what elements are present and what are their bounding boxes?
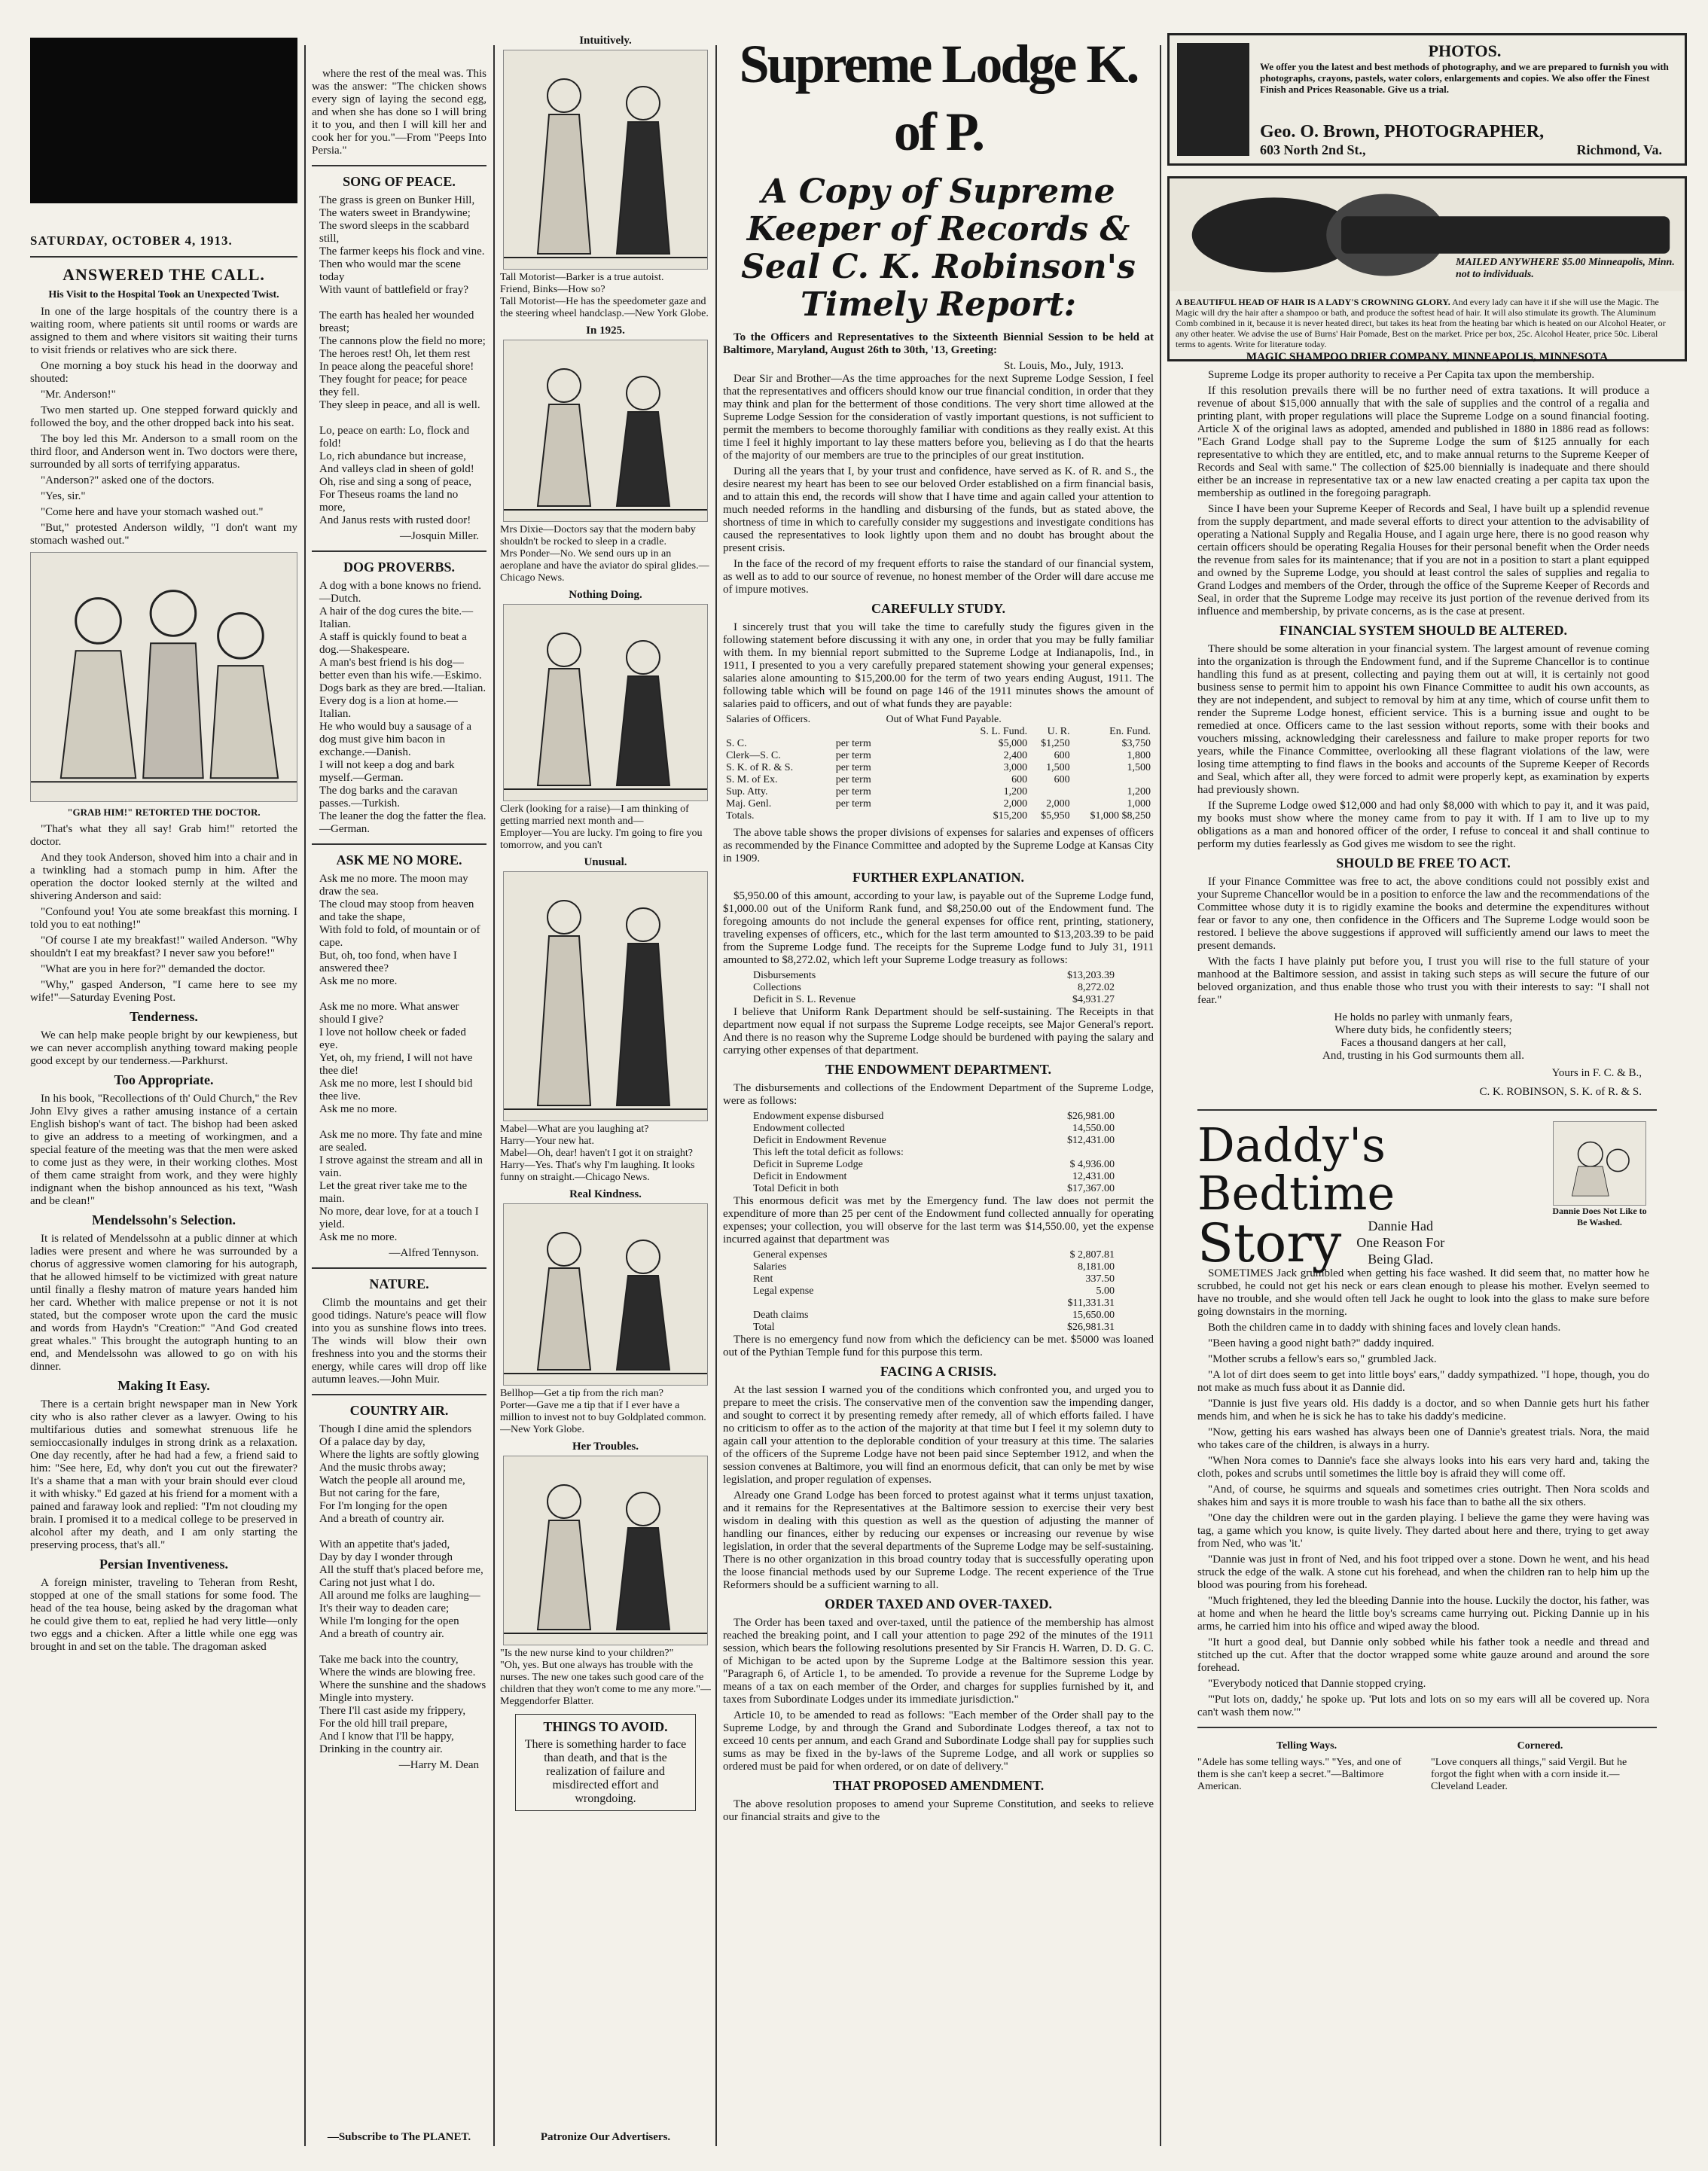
statement-line bbox=[753, 1273, 1115, 1285]
section-text: It is related of Mendelssohn at a public dinner at which ladies were present and where he was surrounded by a chorus of aggressive women clamoring for his autograph, that he allowed himself to be victimized with great nature until finally a fleshy matron of mature years handed him her card. Whether with malice prepense or not it is not stated, but the composer wrote upon the card the music and words from Haydn's "Creation:" "And God created great whales." This brought the autograph hunting to an end, and Mendelssohn was allowed to go on with his dinner. bbox=[30, 1233, 297, 1373]
snippet-text: "Adele has some telling ways." "Yes, and one of them is she can't keep a secret."—Baltimore American. bbox=[1197, 1757, 1401, 1792]
cartoon-title: Real Kindness. bbox=[569, 1188, 642, 1200]
section-text: where the rest of the meal was. This was the answer: "The chicken shows every sign of laying the second egg, and when she has done so I will bring it to you, and then I will kill her and cook her for you."—From "Peeps Into Persia." bbox=[312, 68, 486, 157]
paragraph: "It hurt a good deal, but Dannie only sobbed while his father took a needle and thread and stitched up the cut. After that the doctor wrapped some white gauze around and around the sore forehead. bbox=[1197, 1636, 1649, 1674]
paragraph: One morning a boy stuck his head in the doorway and shouted: bbox=[30, 360, 297, 385]
ad-address: 603 North 2nd St., bbox=[1260, 142, 1366, 157]
ad-body: And every lady can have it if she will use the Magic. The Magic will dry the hair after a shampoo or bath, and produce the softest head of hair. It will also stimulate its growth. The Aluminum Comb combined in it, because it is never heated direct, but takes its heat from the heating bar which is heated on our Alcohol Heater, or any other heater. We advise the use of Burns' Hair Pomade, Best on the market. Price per box, 25c. Alcohol Heater, price 50c. Liberal terms to agents. Write for literature today. bbox=[1176, 297, 1666, 349]
picture-caption: Dannie Does Not Like to Be Washed. bbox=[1552, 1206, 1647, 1227]
column-rule bbox=[715, 45, 717, 2146]
proverbs-text: A dog with a bone knows no friend.—Dutch. A hair of the dog cures the bite.—Italian. A staff is quickly found to beat a dog.—Shakespeare. A man's best friend is his dog—better even than his wife.—Eskimo. Dogs bark as they are bred.—Italian. Every dog is a lion at home.—Italian. He who would buy a sausage of a dog must give him bacon in exchange.—Danish. I will not keep a dog and bark myself.—German. The dog barks and the caravan passes.—Turkish. The leaner the dog the fatter the flea.—German. bbox=[319, 580, 486, 835]
story-title-2: Story bbox=[1197, 1212, 1342, 1274]
poem-author: —Josquin Miller. bbox=[399, 530, 479, 542]
paragraph: "Been having a good night bath?" daddy inquired. bbox=[1208, 1337, 1435, 1349]
table-row bbox=[723, 786, 1154, 798]
story-body bbox=[1197, 1267, 1649, 1719]
report-intro bbox=[723, 373, 1154, 596]
table-cell: Sup. Atty. bbox=[726, 786, 768, 797]
story-body bbox=[30, 306, 297, 547]
section-title: Mendelssohn's Selection. bbox=[91, 1212, 236, 1227]
table-cell: Clerk—S. C. bbox=[726, 750, 781, 761]
table-cell: per term bbox=[835, 798, 871, 810]
poem-title: ASK ME NO MORE. bbox=[336, 852, 462, 867]
poem-text: Though I dine amid the splendors Of a palace day by day, Where the lights are softly glowing And the music throbs away; Watch the people all around me, But not caring for the fare, For I'm longing for the open And a breath of country air. With an appetite that's jaded, Day by day I wonder through All the stuff that's placed before me, Caring not just what I do. All around me folks are laughing— It's their way to deaden care; While I'm longing for the open And a breath of country air. Take me back into the country, Where the winds are blowing free. Where the sunshine and the shadows Mingle into mystery. There I'll cast aside my frippery, For the old hill trail prepare, And I know that I'll be happy, Drinking in the country air. bbox=[319, 1423, 486, 1755]
line-label: Total Deficit in both bbox=[753, 1183, 839, 1194]
section-text: We can help make people bright by our kewpieness, but we can never accomplish anything toward making people good except by our tenderness.—Parkhurst. bbox=[30, 1029, 297, 1067]
table-cell: $5,000 bbox=[998, 738, 1028, 749]
poem-text: Ask me no more. The moon may draw the sea. The cloud may stoop from heaven and take the shape, With fold to fold, of mountain or of cape. But, oh, too fond, when have I answered thee? Ask me no more. Ask me no more. What answer should I give? I love not hollow cheek or faded eye. Yet, oh, my friend, I will not have thee die! Ask me no more, lest I should bid thee live. Ask me no more. Ask me no more. Thy fate and mine are sealed. I strove against the stream and all in vain. Let the great river take me to the main. No more, dear love, for at a touch I yield. Ask me no more. bbox=[319, 873, 483, 1243]
statement-line bbox=[753, 1147, 1115, 1159]
report-column bbox=[723, 30, 1154, 1827]
expense-statement bbox=[753, 1249, 1115, 1334]
story-body-continued bbox=[30, 823, 297, 1005]
line-amount: $13,203.39 bbox=[1067, 970, 1115, 981]
paragraph: "Much frightened, they led the bleeding Dannie into the house. Luckily the doctor, his father, was at home and when he heard the little boy's screams came hurrying out. Picking Dannie up in his arms, he carried him into his office and wiped away the blood. bbox=[1197, 1595, 1650, 1633]
column-rule bbox=[304, 45, 306, 2146]
things-to-avoid-box bbox=[515, 1714, 696, 1811]
subscribe-footer: —Subscribe to The PLANET. bbox=[327, 2131, 471, 2143]
table-cell: $1,000 $8,250 bbox=[1090, 810, 1151, 822]
table-cell: S. M. of Ex. bbox=[726, 774, 778, 785]
salaries-table bbox=[723, 714, 1154, 822]
statement-line bbox=[753, 1322, 1115, 1334]
paragraph: At the last session I warned you of the conditions which confronted you, and urged you to prepare to meet the crisis. The conservative men of the convention saw the impending danger, and sought to correct it by presenting remedy after remedy, all of which efforts failed. I have no criticism to offer as to the action of the majority at that time but I feel it my solemn duty to again call your attention to the deplorable condition of your treasury at this time. The salaries of the officers of the Supreme Lodge have not been paid since September 1912, and when the session convenes at Baltimore, you will find an enormous deficit, that can only be met by wise legislation, and proper regulation of expenses. bbox=[723, 1384, 1154, 1486]
paragraph: "A lot of dirt does seem to get into little boys' ears," daddy sympathized. "I hope, though, you do not make as much fuss about it as Dannie did. bbox=[1197, 1369, 1649, 1394]
paragraph: "Mother scrubs a fellow's ears so," grumbled Jack. bbox=[1208, 1353, 1437, 1365]
table-cell bbox=[833, 810, 883, 822]
line-amount: 8,272.02 bbox=[1078, 982, 1115, 993]
cartoon-illustration bbox=[503, 50, 708, 270]
table-row bbox=[723, 738, 1154, 750]
table-cell: $1,250 bbox=[1041, 738, 1070, 749]
paragraph: "Now, getting his ears washed has always been one of Dannie's greatest trials. Nora, the maid who takes care of the children, is always in a hurry. bbox=[1197, 1426, 1649, 1451]
line-amount: 5.00 bbox=[1096, 1285, 1115, 1297]
line-label: Total bbox=[753, 1322, 775, 1333]
signoff: Yours in F. C. & B., bbox=[1551, 1067, 1642, 1079]
left-column bbox=[30, 30, 297, 1657]
salutation: To the Officers and Representatives to the Sixteenth Biennial Session to be held at Baltimore, Maryland, August 26th to 30th, '13, Greeting: bbox=[723, 331, 1154, 356]
paragraph: "Mr. Anderson!" bbox=[41, 389, 116, 401]
cartoon-drawing bbox=[504, 872, 707, 1121]
section-title: CAREFULLY STUDY. bbox=[871, 601, 1006, 616]
statement-line bbox=[753, 1249, 1115, 1261]
section-text: The above table shows the proper divisions of expenses for salaries and expenses of officers as recommended by the Finance Committee and adopted by the Supreme Lodge at Kansas City in 1909. bbox=[723, 827, 1154, 864]
cartoon-drawing bbox=[504, 1204, 707, 1385]
line-amount: 8,181.00 bbox=[1078, 1261, 1115, 1273]
advertisers-footer: Patronize Our Advertisers. bbox=[540, 2131, 671, 2143]
table-cell bbox=[1073, 774, 1154, 786]
section-title: Making It Easy. bbox=[117, 1378, 210, 1393]
poetry-column bbox=[312, 30, 486, 1778]
statement-line bbox=[753, 1123, 1115, 1135]
cartoon-caption: "Is the new nurse kind to your children?" "Oh, yes. But one always has trouble with the nurses. The new one takes such good care of the children that they won't come to me any more."—Meggendorfer Blatter. bbox=[500, 1648, 711, 1707]
statement-line bbox=[753, 1183, 1115, 1195]
line-amount: $26,981.00 bbox=[1067, 1111, 1115, 1122]
paragraph: SOMETIMES Jack grumbled when getting his face washed. It did seem that, no matter how he scrubbed, he could not get his neck or ears clean enough to please his mother. Evelyn seemed to have no trouble, and she would often tell Jack he ought to look into the glass to make sure before going downstairs in the morning. bbox=[1197, 1267, 1649, 1318]
line-label: General expenses bbox=[753, 1249, 828, 1261]
poem-text: The grass is green on Bunker Hill, The waters sweet in Brandywine; The sword sleeps in the scabbard still, The farmer keeps his flock and vine. Then who would mar the scene today With vaunt of battlefield or fray? The earth has healed her wounded breast; The cannons plow the field no more; The heroes rest! Oh, let them rest In peace along the peaceful shore! They fought for peace; for peace they fell. They sleep in peace, and all is well. Lo, peace on earth: Lo, flock and fold! Lo, rich abundance but increase, And valleys clad in sheen of gold! Oh, rise and sing a song of peace, For Theseus roams the land no more, And Janus rests with rusted door! bbox=[319, 194, 486, 526]
table-cell: per term bbox=[835, 750, 871, 761]
table-cell: per term bbox=[835, 738, 871, 749]
table-cell: per term bbox=[835, 774, 871, 785]
statement-line bbox=[753, 1297, 1115, 1310]
table-cell: $15,200 bbox=[993, 810, 1028, 822]
column-rule bbox=[1160, 45, 1161, 2146]
section-text: The disbursements and collections of the Endowment Department of the Supreme Lodge, were as follows: bbox=[723, 1082, 1154, 1107]
statement-line bbox=[753, 994, 1115, 1006]
box-text: There is something harder to face than death, and that is the realization of failure and misdirected effort and wrongdoing. bbox=[524, 1738, 687, 1805]
line-label: Endowment expense disbursed bbox=[753, 1111, 884, 1122]
table-cell bbox=[1030, 786, 1072, 798]
line-label: Collections bbox=[753, 982, 801, 993]
section-title: NATURE. bbox=[369, 1276, 429, 1291]
paragraph: "Confound you! You ate some breakfast this morning. I told you to eat nothing!" bbox=[30, 906, 297, 931]
closing-verse: He holds no parley with unmanly fears, Where duty bids, he confidently steers; Faces a thousand dangers at her call, And, trusting in his God surmounts them all. bbox=[1322, 1011, 1524, 1062]
section-text: A foreign minister, traveling to Teheran from Resht, stopped at one of the small stations for some food. The head of the tea house, being asked by the dragoman what he could give them to eat, replied he had very little—only two eggs and a chicken. After a little while one egg was brought in and set on the table. The dragoman asked bbox=[30, 1577, 297, 1653]
washing-cartoon bbox=[1554, 1122, 1645, 1205]
paragraph: The Order has been taxed and over-taxed, until the patience of the membership has almost reached the breaking point, and I call your attention to page 292 of the minutes of the 1911 session, which bears the following resolutions presented by Sir Francis H. Warren, D. D. G. C. of Michigan to be acted upon by the Supreme Lodge at the Baltimore session this year. "Paragraph 6, of Article 1, to be amended. To provide a revenue for the Supreme Lodge by means of a tax on each member of the Order, and charges for supplies furnished by it, and taxes from Subordinate Lodges under its immediate jurisdiction." bbox=[723, 1617, 1154, 1706]
table-cell: $3,750 bbox=[1121, 738, 1151, 749]
paragraph: "When Nora comes to Dannie's face she always looks into his ears very hard and, taking the cloth, pokes and scrubs until sometimes the little boy is afraid they will come off. bbox=[1197, 1455, 1649, 1480]
photo-ad-image bbox=[1177, 43, 1249, 156]
poem-title: SONG OF PEACE. bbox=[343, 174, 456, 189]
paragraph: "Yes, sir." bbox=[41, 490, 86, 502]
table-cell: 1,000 bbox=[1127, 798, 1151, 810]
line-label: Legal expense bbox=[753, 1285, 814, 1297]
line-label: Deficit in S. L. Revenue bbox=[753, 994, 856, 1005]
table-cell: per term bbox=[835, 762, 871, 773]
deck-line: Being Glad. bbox=[1368, 1252, 1434, 1267]
table-cell: Maj. Genl. bbox=[726, 798, 772, 810]
statement-line bbox=[753, 1135, 1115, 1147]
section-title: THE ENDOWMENT DEPARTMENT. bbox=[825, 1062, 1051, 1077]
doctor-cartoon bbox=[30, 552, 297, 802]
line-label: Disbursements bbox=[753, 970, 816, 981]
poem-author: —Alfred Tennyson. bbox=[389, 1247, 479, 1259]
ad-company: MAGIC SHAMPOO DRIER COMPANY, MINNEAPOLIS, MINNESOTA bbox=[1246, 351, 1609, 363]
table-cell: Totals. bbox=[726, 810, 755, 822]
shampoo-ad bbox=[1167, 176, 1687, 361]
cartoon-illustration bbox=[503, 604, 708, 801]
table-row bbox=[723, 774, 1154, 786]
taxed-text bbox=[723, 1617, 1154, 1773]
box-title: THINGS TO AVOID. bbox=[543, 1719, 668, 1734]
paragraph: Since I have been your Supreme Keeper of Records and Seal, I have built up a splendid revenue from the supply department, and made several efforts to direct your attention to the advisability of operating a National Supply and Regalia House, and I again urge here, there is no good reason why certain officers should be operating Regalia Houses for their personal benefit when the Order needs the revenue from sales for its maintenance; that if you are not in a position to start a plant equipped and owned by the Supreme Lodge, you should at least control the sales of supplies and regalia to Grand Lodges and members of the Order, through the office of the Supreme Keeper of Records and Seal, in order that the Supreme Lodge may receive its just portion of the revenue derived from its influence and membership, by private concerns, as is the case at present. bbox=[1197, 503, 1649, 617]
line-amount: 337.50 bbox=[1085, 1273, 1115, 1285]
table-subheader: U. R. bbox=[1047, 726, 1070, 737]
cartoon-column bbox=[500, 30, 711, 1817]
ad-text bbox=[1170, 295, 1685, 351]
line-label: Endowment collected bbox=[753, 1123, 845, 1134]
table-cell: 3,000 bbox=[1003, 762, 1028, 773]
table-cell: 2,000 bbox=[1046, 798, 1070, 810]
paragraph: "Dannie was just in front of Ned, and his foot tripped over a stone. Down he went, and his head struck the edge of the walk. A stone cut his forehead, and when the children ran to help him up the blood was pouring from his forehead. bbox=[1197, 1554, 1649, 1591]
ad-city: Richmond, Va. bbox=[1576, 142, 1662, 157]
cartoon-title: Intuitively. bbox=[579, 35, 632, 47]
line-label: Salaries bbox=[753, 1261, 787, 1273]
cartoon-illustration bbox=[503, 340, 708, 522]
cartoon-drawing bbox=[504, 50, 707, 269]
statement-line bbox=[753, 970, 1115, 982]
section-title: Too Appropriate. bbox=[114, 1072, 214, 1087]
table-row bbox=[723, 750, 1154, 762]
report-continued bbox=[1197, 369, 1649, 1099]
ad-banner: A BEAUTIFUL HEAD OF HAIR IS A LADY'S CROWNING GLORY. bbox=[1176, 297, 1450, 307]
paragraph: The boy led this Mr. Anderson to a small room on the third floor, and Anderson went in. Two doctors were there, surrounded by all sorts of terrifying apparatus. bbox=[30, 433, 297, 471]
ad-title: PHOTOS. bbox=[1428, 41, 1502, 60]
line-amount: $ 4,936.00 bbox=[1069, 1159, 1115, 1170]
statement-line bbox=[753, 982, 1115, 994]
paragraph: If the Supreme Lodge owed $12,000 and had only $8,000 with which to pay it, and it was paid, my books must show where the money came from to pay it with. If I am to live up to my obligations as a man and honored officer of the order, I refuse to conceal it and shall continue to perform my duties fearlessly as God gives me wisdom to see the right. bbox=[1197, 800, 1649, 850]
line-label: This left the total deficit as follows: bbox=[753, 1147, 904, 1158]
section-title: Tenderness. bbox=[130, 1009, 198, 1024]
column-rule bbox=[493, 45, 495, 2146]
paragraph: "Why," gasped Anderson, "I came here to see my wife!"—Saturday Evening Post. bbox=[30, 979, 297, 1004]
table-cell: 2,400 bbox=[1003, 750, 1028, 761]
snippet-text: "Love conquers all things," said Vergil. But he forgot the fight when with a corn inside it.—Cleveland Leader. bbox=[1431, 1757, 1627, 1792]
cartoon-caption: Bellhop—Get a tip from the rich man? Porter—Gave me a tip that if I ever have a million to invest not to buy Goldplated common.—New York Globe. bbox=[500, 1388, 706, 1435]
table-cell: 600 bbox=[1054, 774, 1070, 785]
paragraph: "And, of course, he squirms and squeals and sometimes cries outright. Then Nora scolds and shakes him and says it is more trouble to wash his face than to bathe all the six others. bbox=[1197, 1483, 1649, 1508]
section-title: THAT PROPOSED AMENDMENT. bbox=[832, 1778, 1045, 1793]
poem-author: —Harry M. Dean bbox=[398, 1759, 479, 1771]
line-label: Deficit in Endowment bbox=[753, 1171, 847, 1182]
statement-line bbox=[753, 1159, 1115, 1171]
table-header: Out of What Fund Payable. bbox=[886, 714, 1002, 725]
section-text: This enormous deficit was met by the Emergency fund. The law does not permit the expenditure of more than 25 per cent of the Endowment fund collected annually for operating expenses; your collection, you will observe for the last term was $14,550.00, yet the expense incurred against that department was bbox=[723, 1195, 1154, 1246]
table-cell: per term bbox=[835, 786, 871, 797]
line-label: Death claims bbox=[753, 1310, 809, 1321]
line-amount: 14,550.00 bbox=[1072, 1123, 1115, 1134]
photo-ad bbox=[1167, 33, 1687, 166]
paragraph: "Dannie is just five years old. His daddy is a doctor, and so when Dannie gets hurt his father mends him, and when he is sick he has to take his daddy's medicine. bbox=[1197, 1398, 1649, 1422]
deck-line: Dannie Had bbox=[1368, 1218, 1433, 1233]
table-cell: S. K. of R. & S. bbox=[726, 762, 794, 773]
section-text: Climb the mountains and get their good tidings. Nature's peace will flow into you as sunshine flows into trees. The winds will blow their own freshness into you and the storms their energy, while cares will drop off like autumn leaves.—John Muir. bbox=[312, 1297, 486, 1386]
story-subtitle: His Visit to the Hospital Took an Unexpected Twist. bbox=[48, 289, 279, 300]
paragraph: Article 10, to be amended to read as follows: "Each member of the Order shall pay to the Supreme Lodge, by and through the Grand and Subordinate Lodges thereof, a tax not to exceed 10 cents per annum, and each Grand and Subordinate Lodge shall pay for supplies such sums as may be fixed in the by-laws of the Supreme Lodge, and all work or supplies so ordered must be paid for when ordered, or on date of delivery." bbox=[723, 1709, 1154, 1773]
line-amount: $26,981.31 bbox=[1067, 1322, 1115, 1333]
table-subheader bbox=[723, 726, 833, 738]
section-title: FURTHER EXPLANATION. bbox=[852, 870, 1025, 885]
right-column bbox=[1167, 30, 1687, 1793]
cartoon-drawing bbox=[504, 1456, 707, 1645]
cartoon-title: Unusual. bbox=[584, 856, 627, 868]
cartoon-illustration bbox=[503, 1203, 708, 1386]
place-date: St. Louis, Mo., July, 1913. bbox=[1003, 360, 1124, 372]
section-text: There is a certain bright newspaper man in New York city who is also rather clever as a lawyer. Owing to his multifarious duties and somewhat strenuous life he semioccasionally indulges in strong drink as a relaxation. One day recently, after he had had a few, a friend said to him: "See here, Ed, why don't you cut out the firewater? It's a shame that a man with your brain should ever cloud it with whisky." Ed gazed at his friend for a moment with a pained and faraway look and replied: "I'm not clouding my brain. I promised it to a medical college to be preserved in alcohol after my death, and I am only starting the preserving process, that's all." bbox=[30, 1398, 297, 1551]
section-text: $5,950.00 of this amount, according to your law, is payable out of the Supreme Lodge fund, $1,000.00 out of the Uniform Rank fund, and $8,250.00 out of the Endowment fund. The foregoing amounts do not include the general expenses for office rent, printing, stationery, traveling expenses of officers, etc., which for the last term amounted to $13,203.39 to be paid from the Supreme Lodge fund. The receipts for the Supreme Lodge fund to July 31, 1911 amounted to $8,272.02, which left your Supreme Lodge treasury as follows: bbox=[723, 890, 1154, 966]
cartoon-title: Her Troubles. bbox=[572, 1441, 639, 1453]
masthead: Supreme Lodge K. of P. bbox=[739, 34, 1138, 162]
line-amount: $11,331.31 bbox=[1067, 1297, 1115, 1309]
endowment-statement bbox=[753, 1111, 1115, 1195]
cartoon-caption: "GRAB HIM!" RETORTED THE DOCTOR. bbox=[67, 807, 261, 818]
section-text: I sincerely trust that you will take the time to carefully study the figures given in the following statement before discussing it with any one, in order that you may be fully familiar with them. In my biennial report submitted to the Supreme Lodge at Indianapolis, Ind., in 1911, I presented to you a very carefully prepared statement showing your general expenses; salaries alone amounting to $15,200.00 for the term of two years ending August, 1911. The following table which will be found on page 146 of the 1911 minutes shows the amount of salaries paid to officers, and out of what funds they are payable: bbox=[723, 621, 1154, 710]
table-subheader: S. L. Fund. bbox=[980, 726, 1028, 737]
table-cell: 1,200 bbox=[1127, 786, 1151, 797]
section-text: There is no emergency fund now from which the deficiency can be met. $5000 was loaned out of the Pythian Temple fund for this purpose this term. bbox=[723, 1334, 1154, 1358]
table-cell: 1,200 bbox=[1003, 786, 1028, 797]
paragraph: "Of course I ate my breakfast!" wailed Anderson. "Why shouldn't I eat my breakfast? I never saw you before!" bbox=[30, 935, 297, 959]
signature: C. K. ROBINSON, S. K. of R. & S. bbox=[1479, 1086, 1642, 1098]
table-cell: 600 bbox=[1054, 750, 1070, 761]
paragraph: "But," protested Anderson wildly, "I don't want my stomach washed out." bbox=[30, 522, 297, 547]
redacted-nameplate bbox=[30, 38, 297, 203]
paragraph: With the facts I have plainly put before you, I trust you will rise to the full stature of your manhood at the Baltimore session, and assist in taking such steps as will secure the future of our beloved organization, and thus enable those who trust you with their interests to say: "I shall not fear." bbox=[1197, 956, 1649, 1006]
ad-logo-line: MAILED ANYWHERE $5.00 Minneapolis, Minn. not to individuals. bbox=[1456, 257, 1675, 280]
deck-line: One Reason For bbox=[1356, 1235, 1445, 1250]
cartoon-drawing bbox=[504, 340, 707, 521]
table-cell: 1,500 bbox=[1127, 762, 1151, 773]
paragraph: In one of the large hospitals of the country there is a waiting room, where patients sit until rooms or wards are assigned to them and where visitors sit waiting their turns to visit friends or relatives who are sick there. bbox=[30, 306, 297, 356]
table-header bbox=[833, 714, 883, 726]
crisis-text bbox=[723, 1384, 1154, 1592]
line-amount: 12,431.00 bbox=[1072, 1171, 1115, 1182]
poem-title: DOG PROVERBS. bbox=[343, 560, 456, 575]
paragraph: In the face of the record of my frequent efforts to raise the standard of our financial system, as well as to add to our source of revenue, no honest member of the Order will dare accuse me of impure motives. bbox=[723, 558, 1154, 596]
section-title: ORDER TAXED AND OVER-TAXED. bbox=[824, 1596, 1053, 1611]
table-header bbox=[1073, 714, 1154, 726]
daddy-story bbox=[1197, 1118, 1650, 1719]
table-cell: 2,000 bbox=[1003, 798, 1028, 810]
section-title: FACING A CRISIS. bbox=[880, 1364, 997, 1379]
cartoon-caption: Tall Motorist—Barker is a true autoist. Friend, Binks—How so? Tall Motorist—He has the speedometer gaze and the steering wheel handclasp.—New York Globe. bbox=[500, 272, 709, 319]
deficit-statement bbox=[753, 970, 1115, 1006]
table-row bbox=[723, 810, 1154, 822]
story-title: ANSWERED THE CALL. bbox=[63, 265, 265, 284]
statement-line bbox=[753, 1310, 1115, 1322]
paragraph: Supreme Lodge its proper authority to receive a Per Capita tax upon the membership. bbox=[1208, 369, 1595, 381]
table-row bbox=[723, 762, 1154, 774]
cartoon-caption: Mabel—What are you laughing at? Harry—Your new hat. Mabel—Oh, dear! haven't I got it on straight? Harry—Yes. That's why I'm laughing. It looks funny on straight.—Chicago News. bbox=[500, 1124, 695, 1183]
table-cell: $5,950 bbox=[1041, 810, 1070, 822]
cartoon-caption: Clerk (looking for a raise)—I am thinking of getting married next month and— Employer—You are lucky. I'm going to fire you tomorrow, and you can't bbox=[500, 803, 703, 851]
report-headline: A Copy of Supreme Keeper of Records & Seal C. K. Robinson's Timely Report: bbox=[741, 172, 1136, 324]
cartoon-title: Nothing Doing. bbox=[569, 589, 642, 601]
bottom-snippets bbox=[1197, 1736, 1649, 1793]
table-cell: 600 bbox=[1011, 774, 1028, 785]
paragraph: "What are you in here for?" demanded the doctor. bbox=[41, 963, 266, 975]
line-label: Rent bbox=[753, 1273, 773, 1285]
issue-date: SATURDAY, OCTOBER 4, 1913. bbox=[30, 233, 233, 248]
paragraph: "'Put lots on, daddy,' he spoke up. 'Put lots and lots on so my ears will all be covered up. Nora can't wash them now.'" bbox=[1197, 1694, 1649, 1718]
paragraph: Two men started up. One stepped forward quickly and followed the boy, and the other dropped back into his seat. bbox=[30, 404, 297, 429]
line-amount: 15,650.00 bbox=[1072, 1310, 1115, 1321]
cartoon-drawing bbox=[504, 605, 707, 800]
table-header: Salaries of Officers. bbox=[726, 714, 811, 725]
statement-line bbox=[753, 1171, 1115, 1183]
paragraph: Already one Grand Lodge has been forced to protest against what it terms unjust taxation, and it remains for the Representatives at the Baltimore session to exercise their very best wisdom in dealing with this question as well as the question of adjusting the manner of handling our finances, either by reducing our expenses or increasing our revenue by wise legislation, in order that the several departments of the Supreme Lodge may be self-sustaining. There is no other organization in this broad country today that is successfully operating upon the loose financial methods used by our Supreme Lodge. The recent experience of the True Reformers should be a sufficient warning to all. bbox=[723, 1490, 1154, 1591]
poem-title: COUNTRY AIR. bbox=[349, 1403, 449, 1418]
doctor-illustration bbox=[31, 553, 297, 801]
paragraph: There should be some alteration in your financial system. The largest amount of revenue coming into the organization is through the Endowment fund, and if the Supreme Chancellor is to continue handling this fund as at present, collecting and paying them out at will, it is certainly not good business sense to permit him to appoint his own Finance Committee to audit his own accounts, as they are not independent, and subject to removal by him at any time, which of course unfit them to render the Supreme Lodge honest, efficient service. This is a burning issue and ought to be remedied at once. Officers came to the last session without reports, some with their books and vouchers missing, acknowledging their carelessness and failure to make proper reports for two years, while the Finance Committee, overlooking all these flagrant violations of the law, were losing time attempting to find flaws in the books and accounts of the Supreme Keeper of Records and Seal, which after all, they were forced to admit were properly kept, as examination by experts had previously shown. bbox=[1197, 643, 1649, 796]
paragraph: "Come here and have your stomach washed out." bbox=[41, 506, 264, 518]
paragraph: If your Finance Committee was free to act, the above conditions could not possibly exist and your Supreme Chancellor would be in a position to enforce the law and the recommendations of the Committee whose duty it is to rigidly examine the books and determine the expenditures without fear or favor to any one, then confidence in the Officers and The Supreme Lodge would soon be restored. I believe the above suggestions if approved will sufficiently amend our laws to meet the present demands. bbox=[1197, 876, 1649, 952]
section-title: FINANCIAL SYSTEM SHOULD BE ALTERED. bbox=[1279, 623, 1567, 638]
line-amount: $12,431.00 bbox=[1067, 1135, 1115, 1146]
line-label: Deficit in Supreme Lodge bbox=[753, 1159, 863, 1170]
section-text: In his book, "Recollections of th' Ould Church," the Rev John Elvy gives a rather amusing instance of a certain English bishop's want of tact. The bishop had been asked to give an address to a meeting of workingmen, and a special feature of the meeting was that the men were asked to come just as they were, in their working clothes. Most of them came straight from work, and they were highly indignant when the bishop announced as his text, "Wash and be clean!" bbox=[30, 1093, 297, 1207]
table-cell: 1,800 bbox=[1127, 750, 1151, 761]
dannie-illustration bbox=[1553, 1121, 1646, 1206]
cartoon-caption: Mrs Dixie—Doctors say that the modern baby shouldn't be rocked to sleep in a cradle. Mrs Ponder—No. We send ours up in an aeroplane and have the aviator do spiral glides.—Chicago News. bbox=[500, 524, 709, 584]
line-amount: $4,931.27 bbox=[1072, 994, 1115, 1005]
paragraph: And they took Anderson, shoved him into a chair and in a twinkling had a stomach pump in him. After the operation the doctor looked sternly at the wilted and shivering Anderson and said: bbox=[30, 852, 297, 902]
cartoon-illustration bbox=[503, 871, 708, 1121]
cartoon-illustration bbox=[503, 1456, 708, 1645]
paragraph: During all the years that I, by your trust and confidence, have served as K. of R. and S., the desire nearest my heart has been to see our beloved Order established on a firm financial basis, and to attain this end, the records will show that I have time and again called your attention to much needed reforms in the handling and disbursing of the funds, but as stated above, the shortness of time in which to carefully consider my suggestions and investigate conditions has caused the representatives to look lightly upon them and no doubt has brought about the present crisis. bbox=[723, 465, 1154, 554]
section-text: I believe that Uniform Rank Department should be self-sustaining. The Receipts in that department now equal if not surpass the Supreme Lodge receipts, see Major General's report. And there is no reason why the Supreme Lodge should be burdened with paying the salary and carrying other expenses of that department. bbox=[723, 1006, 1154, 1057]
line-amount: $ 2,807.81 bbox=[1069, 1249, 1115, 1261]
statement-line bbox=[753, 1111, 1115, 1123]
paragraph: "One day the children were out in the garden playing. I believe the game they were having was tag, a game which you know, is quite lively. They darted about here and there, trying to get away from Ned, who was 'it.' bbox=[1197, 1512, 1649, 1550]
line-label: Deficit in Endowment Revenue bbox=[753, 1135, 886, 1146]
paragraph: "That's what they all say! Grab him!" retorted the doctor. bbox=[30, 823, 297, 848]
story-title: Daddy's Bedtime bbox=[1197, 1118, 1395, 1221]
story-deck bbox=[1356, 1218, 1444, 1267]
section-title: SHOULD BE FREE TO ACT. bbox=[1336, 855, 1511, 871]
paragraph: Both the children came in to daddy with shining faces and lovely clean hands. bbox=[1208, 1322, 1561, 1334]
section-title: Persian Inventiveness. bbox=[99, 1557, 228, 1572]
table-subheader: En. Fund. bbox=[1109, 726, 1151, 737]
table-cell: 1,500 bbox=[1046, 762, 1070, 773]
line-amount: $17,367.00 bbox=[1067, 1183, 1115, 1194]
section-text: The above resolution proposes to amend your Supreme Constitution, and seeks to relieve our financial straits and give to the bbox=[723, 1798, 1154, 1823]
table-cell: S. C. bbox=[726, 738, 747, 749]
statement-line bbox=[753, 1285, 1115, 1297]
paragraph: If this resolution prevails there will be no further need of extra taxations. It will produce a revenue of about $15,000 annually that with the sale of supplies and the control of a regalia and printing plant, with proper regulations will place the Supreme Lodge on a sound financial footing. Article X of the original laws as adopted, amended and published in 1880 in 1886 read as follows: "Each Grand Lodge shall pay to the Supreme Lodge the sum of $125 annually for each representative to which they are entitled, etc, and to make annual returns to the Supreme Keeper of Records and Seal with same." The collection of $25.00 biennially is inadequate and there should either be an increase in representative tax or a new law enacted creating a per capita tax upon the membership as outlined in the foregoing paragraph. bbox=[1197, 385, 1649, 499]
snippet-title: Cornered. bbox=[1517, 1740, 1563, 1752]
ad-text: We offer you the latest and best methods of photography, and we are prepared to furnish you with photographs, crayons, pastels, water colors, enlargements and copies. We also offer the Finest Finish and Prices Reasonable. Give us a trial. bbox=[1260, 61, 1669, 95]
cartoon-title: In 1925. bbox=[586, 325, 625, 337]
table-row bbox=[723, 798, 1154, 810]
statement-line bbox=[753, 1261, 1115, 1273]
ad-name: Geo. O. Brown, PHOTOGRAPHER, bbox=[1260, 122, 1545, 142]
table-header bbox=[1030, 714, 1072, 726]
paragraph: "Everybody noticed that Dannie stopped crying. bbox=[1208, 1678, 1426, 1690]
paragraph: "Anderson?" asked one of the doctors. bbox=[41, 474, 215, 486]
snippet-title: Telling Ways. bbox=[1276, 1740, 1337, 1752]
paragraph: Dear Sir and Brother—As the time approaches for the next Supreme Lodge Session, I feel that the representatives and officers should know our true financial condition, in order that they may think and plan for the betterment of those conditions. The very short time allowed at the Supreme Lodge Session for the consideration of vastly important questions, is not sufficient to permit the members to become thoroughly familiar with conditions as they really exist. At this time I feel it highly important to lay these matters before you, believing as I do that the hearts of the majority of our members are true to the principles of our great institution. bbox=[723, 373, 1154, 462]
table-subheader bbox=[833, 726, 883, 738]
